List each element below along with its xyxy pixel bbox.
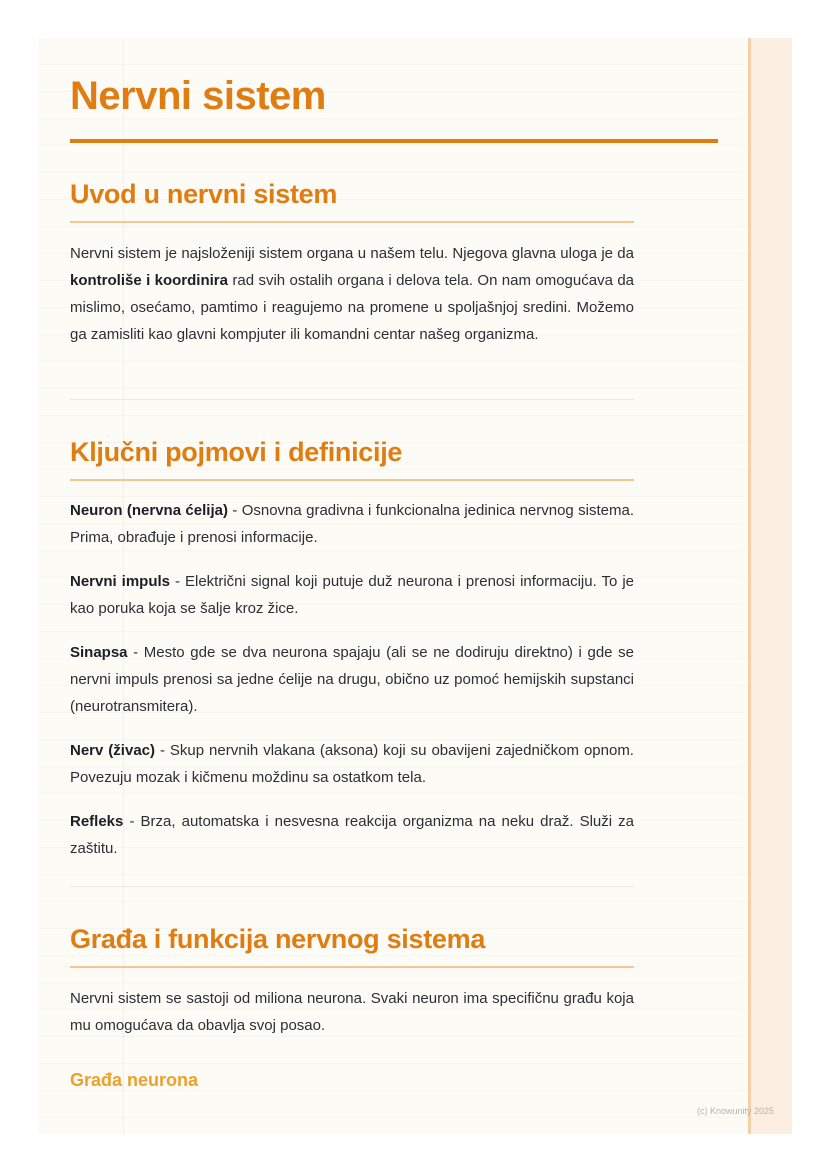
page-title: Nervni sistem (70, 74, 326, 118)
term-name: Neuron (nervna ćelija) (70, 502, 228, 519)
term-definition: - Osnovna gradivna i funkcionalna jedinica nervnog sistema. Prima, obrađuje i prenosi informacije. (70, 502, 634, 546)
term-name: Refleks (70, 813, 124, 830)
intro-paragraph (70, 240, 634, 348)
page-side-strip (748, 38, 792, 1134)
intro-text-end: rad svih ostalih organa i delova tela. On nam omogućava da mislimo, osećamo, pamtimo i reagujemo na promene u spoljašnjoj sredini. Možemo ga zamisliti kao glavni kompjuter ili komandni centar našeg organizma. (70, 272, 635, 343)
section-separator (70, 399, 634, 400)
section-rule-intro (70, 221, 634, 223)
section-heading-structure: Građa i funkcija nervnog sistema (70, 924, 486, 954)
term-name: Nerv (živac) (70, 742, 155, 759)
term-item-refleks (70, 808, 634, 862)
title-underline (70, 139, 718, 143)
section-heading-terms: Ključni pojmovi i definicije (70, 437, 403, 467)
term-definition: - Mesto gde se dva neurona spajaju (ali se ne dodiruju direktno) i gde se nervni impuls prenosi sa jedne ćelije na drugu, obično uz pomoć hemijskih supstanci (neurotransmitera). (70, 644, 634, 715)
term-name: Nervni impuls (70, 573, 171, 590)
section-rule-structure (70, 966, 634, 968)
document-page (38, 38, 792, 1134)
term-definition: - Električni signal koji putuje duž neurona i prenosi informaciju. To je kao poruka koja se šalje kroz žice. (70, 573, 634, 617)
section-separator (70, 886, 634, 887)
term-item-neuron (70, 497, 634, 551)
term-item-nervni-impuls (70, 568, 634, 622)
section-heading-intro: Uvod u nervni sistem (70, 179, 338, 209)
subheading-neuron-structure: Građa neurona (70, 1070, 199, 1090)
page-side-strip-line (748, 38, 751, 1134)
term-item-sinapsa (70, 639, 634, 720)
structure-paragraph: Nervni sistem se sastoji od miliona neurona. Svaki neuron ima specifičnu građu koja mu omogućava da obavlja svoj posao. (70, 990, 634, 1034)
term-name: Sinapsa (70, 644, 128, 661)
term-definition: - Skup nervnih vlakana (aksona) koji su obavijeni zajedničkom opnom. Povezuju mozak i kičmenu moždinu sa ostatkom tela. (70, 742, 634, 786)
term-definition: - Brza, automatska i nesvesna reakcija organizma na neku draž. Služi za zaštitu. (70, 813, 634, 857)
section-rule-terms (70, 479, 634, 481)
intro-text-bold: kontroliše i koordinira (70, 272, 228, 289)
intro-text-start: Nervni sistem je najsloženiji sistem organa u našem telu. Njegova glavna uloga je da (70, 245, 634, 262)
term-item-nerv (70, 737, 634, 791)
copyright-footer: (c) Knowunity 2025 (696, 1106, 774, 1116)
